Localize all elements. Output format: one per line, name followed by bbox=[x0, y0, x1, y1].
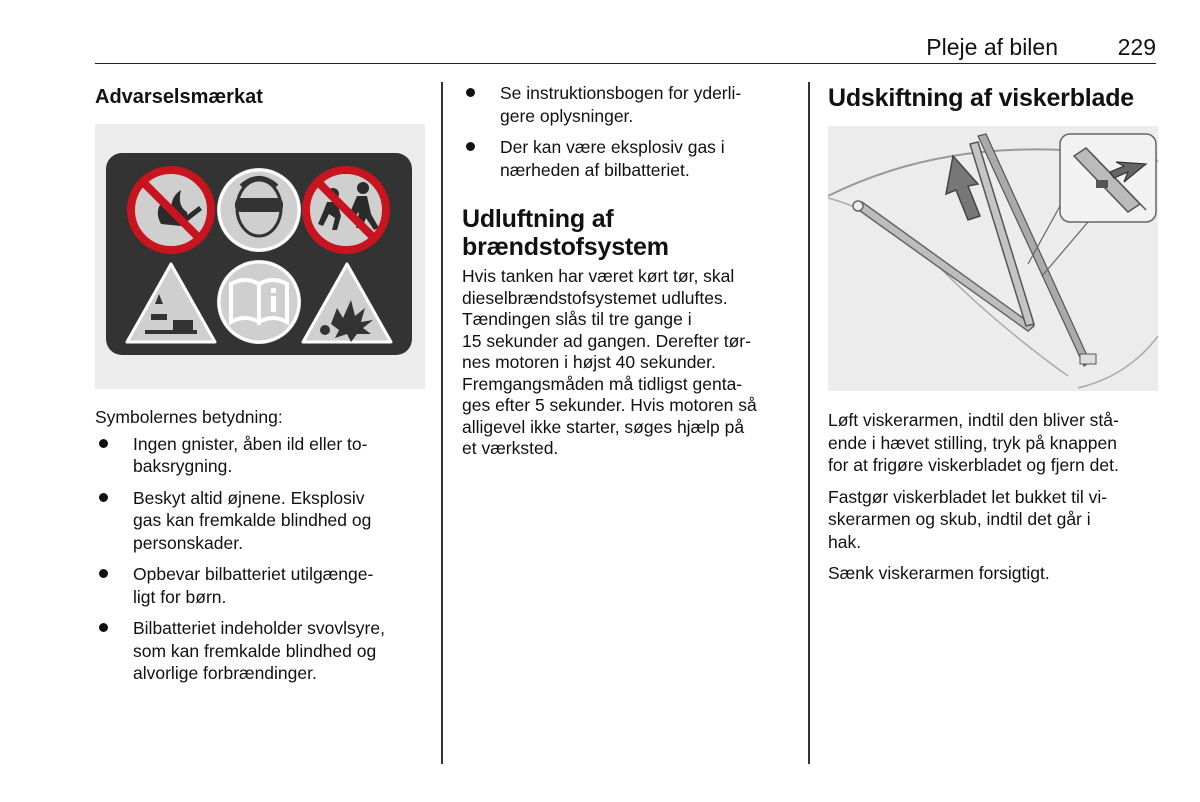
list-item: Beskyt altid øjnene. Eksplosiv gas kan fremkalde blindhed og personskader. bbox=[95, 487, 425, 555]
column-2 bbox=[462, 82, 792, 460]
column-divider-2 bbox=[808, 82, 810, 764]
column-divider-1 bbox=[441, 82, 443, 764]
list-item: Opbevar bilbatteriet utilgænge- ligt for børn. bbox=[95, 563, 425, 608]
symbols-list bbox=[95, 433, 425, 685]
bullet-icon bbox=[99, 439, 108, 448]
bullet-icon bbox=[466, 142, 475, 151]
wiper-replacement-heading: Udskiftning af viskerblade bbox=[828, 84, 1134, 112]
wiper-paragraph-2: Fastgør viskerbladet let bukket til vi- skerarmen og skub, indtil det går i hak. bbox=[828, 486, 1108, 552]
keep-children-away-icon bbox=[306, 170, 386, 250]
eye-protection-icon bbox=[217, 168, 301, 252]
wiper-figure bbox=[828, 126, 1158, 391]
wiper-illustration bbox=[828, 126, 1158, 391]
no-fire-icon bbox=[131, 170, 211, 250]
list-item: Bilbatteriet indeholder svovlsyre, som kan fremkalde blindhed og alvorlige forbrændinger. bbox=[95, 617, 425, 685]
list-item: Ingen gnister, åben ild eller to- baksrygning. bbox=[95, 433, 425, 478]
bullet-icon bbox=[99, 623, 108, 632]
bullet-icon bbox=[99, 493, 108, 502]
bullet-icon bbox=[466, 88, 475, 97]
list-item: Der kan være eksplosiv gas i nærheden af bilbatteriet. bbox=[462, 136, 792, 181]
symbols-meaning-label: Symbolernes betydning: bbox=[95, 407, 283, 427]
up-arrow-icon bbox=[946, 156, 980, 220]
warning-label-heading: Advarselsmærkat bbox=[95, 86, 263, 108]
fuel-system-body: Hvis tanken har været kørt tør, skal dieselbrændstofsystemet udluftes. Tændingen slås til tre gange i 15 sekunder ad gangen. Derefter tør- nes motoren i højst 40 sekunder. Fremgangsmåden må tidligst genta- ges efter 5 sekunder. Hvis motoren så alligevel ikke starter, søges hjælp på et værksted. bbox=[462, 266, 757, 458]
warning-list-continued bbox=[462, 82, 792, 181]
list-item: Se instruktionsbogen for yderli- gere oplysninger. bbox=[462, 82, 792, 127]
wiper-paragraph-3: Sænk viskerarmen forsigtigt. bbox=[828, 563, 1050, 583]
read-manual-icon bbox=[217, 260, 301, 344]
column-1 bbox=[95, 84, 425, 694]
wiper-paragraph-1: Løft viskerarmen, indtil den bliver stå- ende i hævet stilling, tryk på knappen for at frigøre viskerbladet og fjern det. bbox=[828, 410, 1119, 475]
bullet-icon bbox=[99, 569, 108, 578]
column-3 bbox=[828, 84, 1158, 585]
warning-signs-illustration bbox=[95, 124, 425, 389]
fuel-system-heading: Udluftning af brændstofsystem bbox=[462, 205, 669, 261]
page-number: 229 bbox=[1117, 34, 1156, 60]
section-title: Pleje af bilen bbox=[926, 34, 1058, 60]
warning-label-figure bbox=[95, 124, 425, 389]
detail-inset bbox=[1028, 134, 1156, 276]
page-header bbox=[95, 30, 1156, 64]
